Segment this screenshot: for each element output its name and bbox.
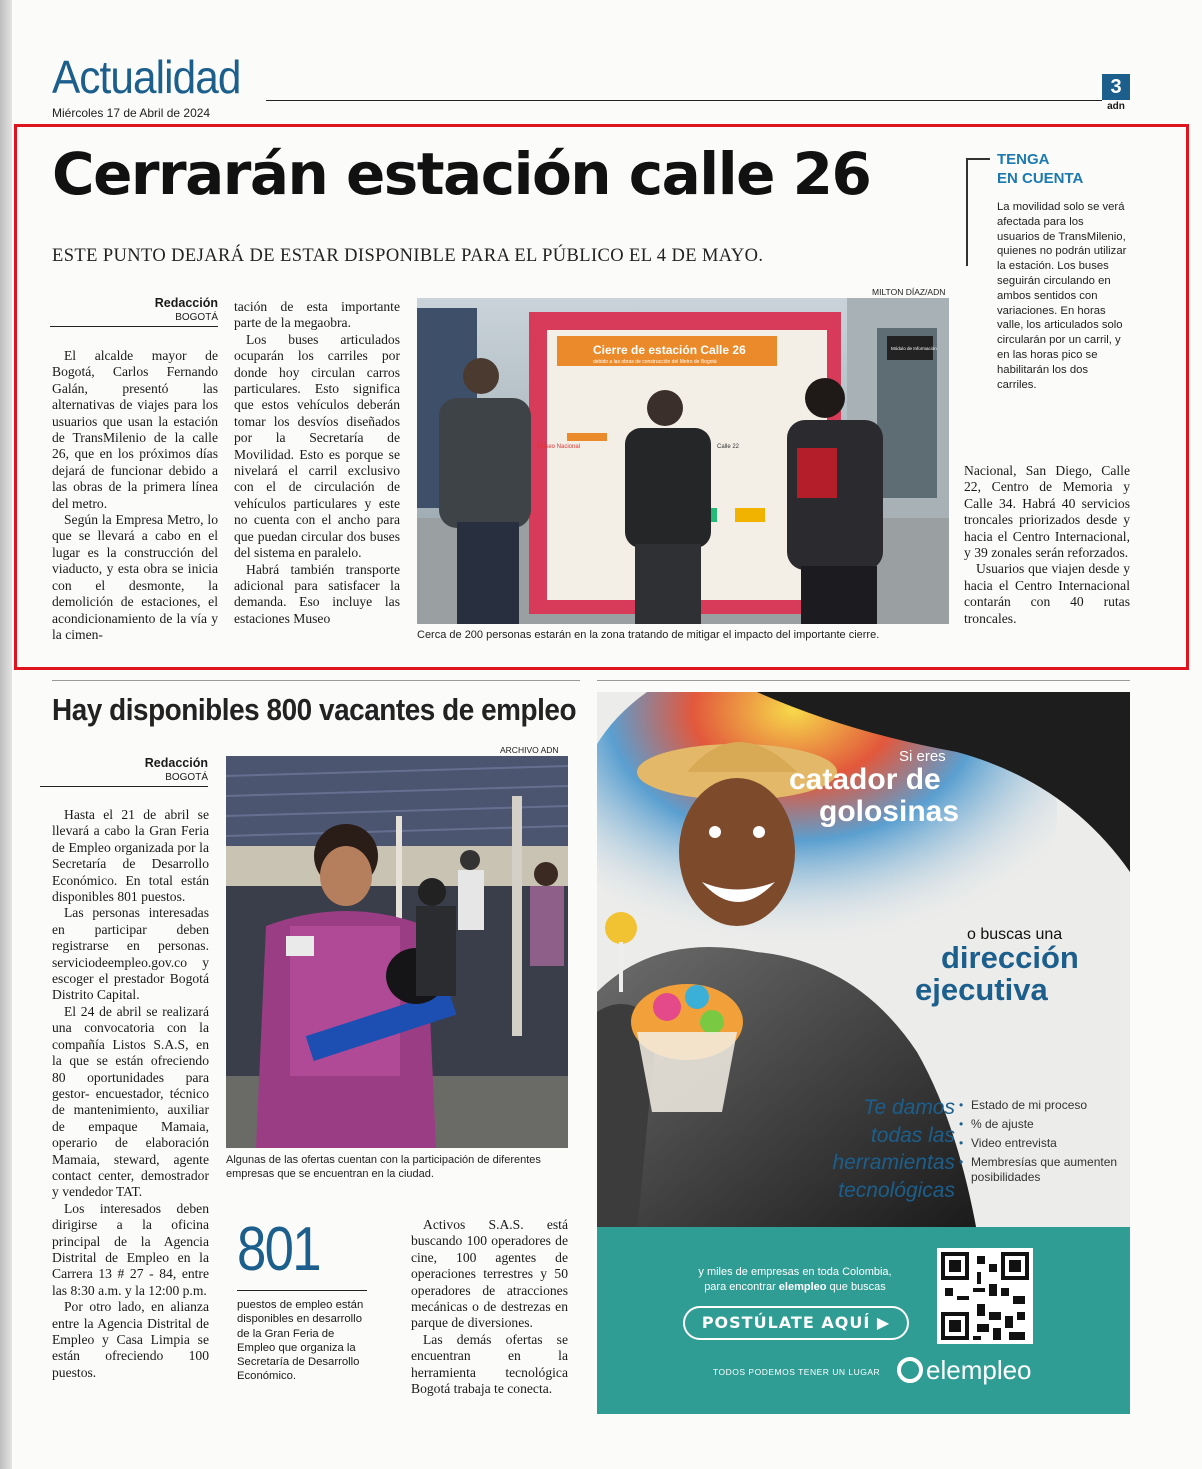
postulate-button-label: POSTÚLATE AQUÍ bbox=[701, 1313, 871, 1332]
ad-tagline bbox=[807, 1094, 955, 1204]
story2-headline: Hay disponibles 800 vacantes de empleo bbox=[52, 692, 577, 727]
story1-byline-name: Redacción bbox=[154, 296, 218, 310]
ad-footer-panel bbox=[597, 1227, 1130, 1414]
paragraph: Las personas interesadas en participar deben registrarse en personas. serviciodeempleo.gov.co y escoger el prestador Bogotá Distrito Capital. bbox=[52, 905, 209, 1003]
story2-column-3 bbox=[411, 1217, 568, 1397]
paragraph: Por otro lado, en alianza entre la Agencia Distrital de Empleo y Casa Limpia se están ofreciendo 100 puestos. bbox=[52, 1299, 209, 1380]
paragraph: Hasta el 21 de abril se llevará a cabo la Gran Feria de Empleo organizada por la Secretaría de Desarrollo Económico. En total están disponibles 801 puestos. bbox=[52, 807, 209, 905]
job-fair-photo bbox=[226, 756, 568, 1148]
ad-tagline-line: todas las bbox=[870, 1123, 955, 1147]
story2-top-rule bbox=[52, 680, 580, 681]
ad-feature: • Estado de mi proceso bbox=[959, 1098, 1119, 1113]
ad-footer-line-2-pre: para encontrar bbox=[704, 1281, 779, 1293]
photo-sign-label-2: Calle 22 bbox=[717, 444, 740, 450]
photo-sign-subtitle: debido a las obras de construcción del Metro de Bogotá bbox=[593, 359, 717, 365]
story2-caption: Algunas de las ofertas cuentan con la participación de diferentes empresas que se encuentran en la ciudad. bbox=[226, 1154, 541, 1180]
section-title: Actualidad bbox=[52, 51, 241, 103]
sidebar-title-line-1: TENGA bbox=[997, 151, 1050, 168]
page-number: 3 bbox=[1102, 74, 1130, 100]
ad-tagline-line: tecnológicas bbox=[838, 1178, 955, 1202]
ad-slogan: TODOS PODEMOS TENER UN LUGAR bbox=[713, 1367, 881, 1377]
ad-line-5: dirección bbox=[941, 940, 1079, 975]
sidebar-title-line-2: EN CUENTA bbox=[997, 170, 1084, 187]
ad-footer-line-1: y miles de empresas en toda Colombia, bbox=[698, 1266, 892, 1278]
story2-photo bbox=[226, 756, 568, 1148]
ad-footer-brand: elempleo bbox=[778, 1281, 827, 1293]
ad-feature: • Membresías que aumenten posibilidades bbox=[959, 1155, 1119, 1185]
play-arrow-icon: ▶ bbox=[876, 1313, 891, 1332]
ad-footer-text bbox=[665, 1265, 925, 1295]
ad-line-3: golosinas bbox=[819, 795, 960, 828]
paragraph: tación de esta importante parte de la megaobra. bbox=[234, 299, 400, 331]
photo-info-module-label: Módulo de Información bbox=[891, 346, 937, 351]
stat-text: puestos de empleo están disponibles en desarrollo de la Gran Feria de Empleo que organiza la Secretaría de Desarrollo Económico. bbox=[237, 1299, 364, 1383]
elempleo-advertisement[interactable] bbox=[597, 692, 1130, 1414]
story1-subhead: ESTE PUNTO DEJARÁ DE ESTAR DISPONIBLE PARA EL PÚBLICO EL 4 DE MAYO. bbox=[52, 246, 764, 266]
paragraph: El 24 de abril se realizará una convocatoria con la compañía Listos S.A.S, en la que se están ofreciendo 80 oportunidades para gestor- encuestador, técnico de mantenimiento, auxiliar de empaque Mamaia, operario de elaboración Mamaia, steward, agente contact center, demostrador y vendedor TAT. bbox=[52, 1003, 209, 1200]
ad-tagline-line: Te damos bbox=[863, 1096, 955, 1119]
ad-feature-list bbox=[959, 1098, 1119, 1189]
ad-feature: • % de ajuste bbox=[959, 1117, 1119, 1132]
story2-byline-name: Redacción bbox=[144, 756, 208, 770]
paragraph: El alcalde mayor de Bogotá, Carlos Fernando Galán, presentó las alternativas de viajes para los usuarios que usan la estación de TransMilenio de la calle 26, que en los próximos días dejará de funcionar debido a las obras de la primera línea del metro. bbox=[52, 348, 218, 511]
header-rule bbox=[266, 100, 1102, 101]
ad-line-4: o buscas una bbox=[967, 926, 1063, 943]
story1-headline: Cerrarán estación calle 26 bbox=[52, 140, 871, 208]
qr-code-icon bbox=[937, 1248, 1033, 1344]
ad-footer-line-2 bbox=[665, 1280, 925, 1295]
page-gutter bbox=[0, 0, 12, 1469]
paragraph: Según la Empresa Metro, lo que se llevará a cabo en el lugar es la construcción del viaducto, y esta obra se inicia con el desmonte, la demolición de estaciones, el acondicionamiento de la vía y la cimen- bbox=[52, 512, 218, 642]
paragraph: Los buses articulados ocuparán los carriles por donde hoy circulan carros particulares. Esto significa que estos vehículos deberán tomar los desvíos diseñados por la Secretaría de Movilidad. Esto es porque se nivelará el carril exclusivo con el de circulación de vehículos particulares y este no cuenta con el ancho para que puedan circular dos buses del sistema en paralelo. bbox=[234, 331, 400, 561]
newspaper-page bbox=[12, 0, 1202, 1469]
story1-byline-city: BOGOTÁ bbox=[50, 312, 218, 327]
ad-top-rule bbox=[597, 680, 1130, 681]
story2-column-1 bbox=[52, 807, 209, 1381]
story1-caption: Cerca de 200 personas estarán en la zona tratando de mitigar el impacto del importante cierre. bbox=[417, 629, 880, 641]
qr-code[interactable] bbox=[937, 1248, 1033, 1344]
elempleo-logo-icon bbox=[897, 1357, 923, 1383]
postulate-button[interactable] bbox=[683, 1306, 909, 1340]
ad-line-2: catador de bbox=[789, 763, 941, 796]
paragraph: Activos S.A.S. está buscando 100 operadores de cine, 100 agentes de operaciones terrestres y 50 operadores de atracciones mecánicas o de destrezas en parque de diversiones. bbox=[411, 1217, 568, 1331]
ad-tagline-line: herramientas bbox=[832, 1151, 955, 1174]
header-date: Miércoles 17 de Abril de 2024 bbox=[52, 106, 211, 120]
ad-feature: • Video entrevista bbox=[959, 1136, 1119, 1151]
story1-photo-credit: MILTON DÍAZ/ADN bbox=[872, 287, 946, 297]
stat-rule bbox=[237, 1290, 367, 1291]
stat-number: 801 bbox=[237, 1215, 320, 1284]
story2-photo-credit: ARCHIVO ADN bbox=[500, 745, 559, 755]
paragraph: Nacional, San Diego, Calle 22, Centro de Memoria y Calle 34. Habrá 40 servicios troncales priorizados desde y hacia el Centro Internacional, y 39 zonales serán reforzados. bbox=[964, 463, 1130, 561]
paragraph: Los interesados deben dirigirse a la oficina principal de la Agencia Distrital de Empleo en la Carrera 13 # 27 - 84, entre las 8:30 a.m. y la 12:00 p.m. bbox=[52, 1200, 209, 1298]
sidebar-text: La movilidad solo se verá afectada para los usuarios de TransMilenio, quienes no podrán utilizar la estación. Los buses seguirán circulando en ambos sentidos con variaciones. En horas valle, los articulados solo circularán por un carril, y en las horas pico se habilitarán los dos carriles. bbox=[997, 201, 1127, 391]
photo-sign-label-1: Museo Nacional bbox=[537, 444, 581, 450]
elempleo-logo bbox=[897, 1355, 1032, 1386]
paragraph: Habrá también transporte adicional para satisfacer la demanda. Eso incluye las estaciones Museo bbox=[234, 561, 400, 626]
highlight-box bbox=[14, 124, 1189, 670]
photo-sign-title: Cierre de estación Calle 26 bbox=[593, 343, 746, 357]
page-brand: adn bbox=[1107, 101, 1125, 112]
story2-byline-city: BOGOTÁ bbox=[40, 772, 208, 787]
ad-line-1: Si eres bbox=[899, 748, 946, 765]
elempleo-logo-text: elempleo bbox=[926, 1355, 1032, 1385]
ad-footer-line-2-post: que buscas bbox=[826, 1281, 886, 1293]
paragraph: Usuarios que viajen desde y hacia el Centro Internacional contarán con 40 rutas troncales. bbox=[964, 561, 1130, 626]
paragraph: Las demás ofertas se encuentran en la herramienta tecnológica Bogotá trabaja te conecta. bbox=[411, 1331, 568, 1397]
ad-line-6: ejecutiva bbox=[915, 972, 1048, 1007]
